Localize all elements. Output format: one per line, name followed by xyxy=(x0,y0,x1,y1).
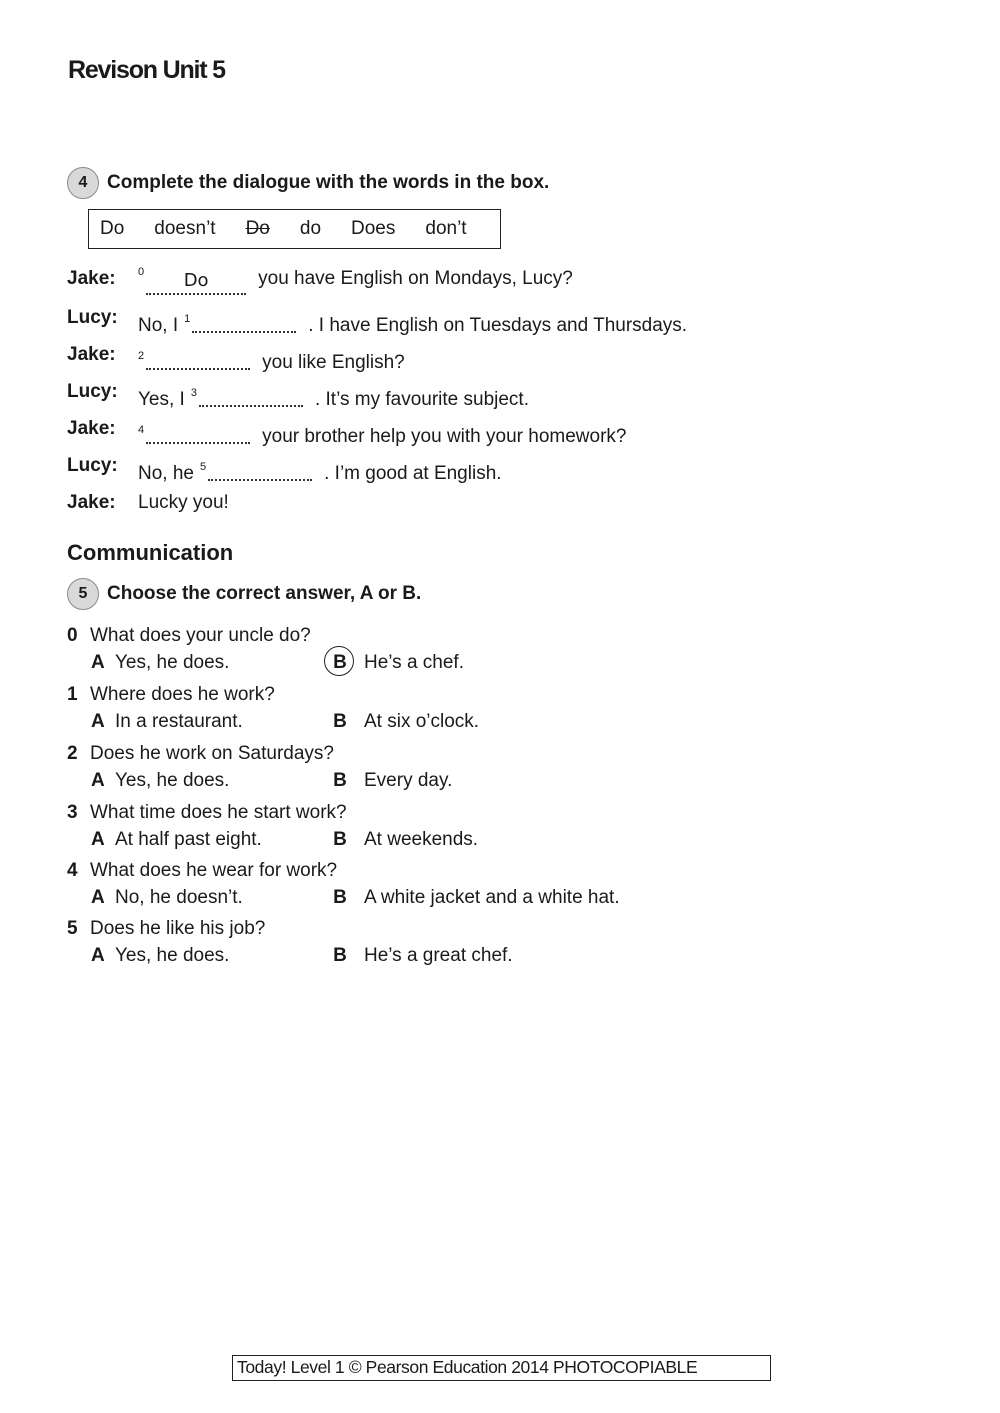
option-b-text: A white jacket and a white hat. xyxy=(364,887,620,908)
speaker-label: Lucy: xyxy=(67,307,118,328)
option-a-label[interactable]: A xyxy=(91,887,105,908)
dialogue-text: Yes, I xyxy=(138,389,185,410)
exercise-instruction: Complete the dialogue with the words in the box. xyxy=(107,172,550,193)
dialogue-text: . It’s my favourite subject. xyxy=(314,389,529,410)
option-a-text: No, he doesn’t. xyxy=(115,887,243,908)
question-text: What does your uncle do? xyxy=(90,625,311,646)
item-number: 4 xyxy=(138,424,145,436)
option-a-label[interactable]: A xyxy=(91,945,105,966)
question-text: Does he work on Saturdays? xyxy=(90,743,334,764)
question-number: 5 xyxy=(67,918,78,939)
option-b-label[interactable]: B xyxy=(333,945,347,966)
option-a-label[interactable]: A xyxy=(91,770,105,791)
dialogue-text: . I’m good at English. xyxy=(324,463,502,484)
question-number: 2 xyxy=(67,743,78,764)
option-a-text: Yes, he does. xyxy=(115,945,230,966)
word-box-item: don’t xyxy=(425,218,467,239)
option-b-text: Every day. xyxy=(364,770,453,791)
speaker-label: Lucy: xyxy=(67,381,118,402)
option-b-text: At weekends. xyxy=(364,829,479,850)
question-number: 0 xyxy=(67,625,78,646)
option-b-text: He’s a great chef. xyxy=(364,945,513,966)
speaker-label: Jake: xyxy=(67,492,116,513)
question-text: What time does he start work? xyxy=(90,802,347,823)
option-a-label[interactable]: A xyxy=(91,652,105,673)
exercise-5-header xyxy=(67,578,421,610)
dialogue-text: No, I xyxy=(138,315,179,336)
option-b-label[interactable]: B xyxy=(333,829,347,850)
word-box-item: Does xyxy=(351,218,396,239)
option-b-label[interactable]: B xyxy=(333,887,347,908)
word-box xyxy=(88,209,501,249)
answer-blank[interactable]: Do xyxy=(146,271,246,295)
dialogue-text: you have English on Mondays, Lucy? xyxy=(258,268,573,289)
copyright-footer: Today! Level 1 © Pearson Education 2014 PHOTOCOPIABLE xyxy=(232,1355,771,1381)
option-a-text: Yes, he does. xyxy=(115,652,230,673)
speaker-label: Jake: xyxy=(67,268,116,289)
section-heading: Communication xyxy=(67,540,234,565)
dialogue-text: your brother help you with your homework? xyxy=(262,426,627,447)
dialogue-text: No, he xyxy=(138,463,194,484)
answer-blank[interactable] xyxy=(199,383,303,407)
item-number: 5 xyxy=(199,461,207,473)
speaker-label: Lucy: xyxy=(67,455,118,476)
option-a-label[interactable]: A xyxy=(91,711,105,732)
answer-blank[interactable] xyxy=(208,457,312,481)
answer-blank[interactable] xyxy=(146,346,250,370)
option-b-label-selected[interactable]: B xyxy=(330,652,350,674)
option-a-text: Yes, he does. xyxy=(115,770,230,791)
option-b-text: At six o’clock. xyxy=(364,711,480,732)
exercise-number-badge: 4 xyxy=(67,167,99,199)
answer-blank[interactable] xyxy=(192,309,296,333)
word-box-item-used: Do xyxy=(245,218,270,239)
item-number: 1 xyxy=(184,313,191,325)
exercise-number-badge: 5 xyxy=(67,578,99,610)
page-title: Revison Unit 5 xyxy=(68,56,225,84)
question-text: Does he like his job? xyxy=(90,918,266,939)
dialogue-text: . I have English on Tuesdays and Thursdays. xyxy=(308,315,688,336)
item-number: 3 xyxy=(190,387,197,399)
question-text: What does he wear for work? xyxy=(90,860,338,881)
option-a-text: At half past eight. xyxy=(115,829,262,850)
question-number: 1 xyxy=(67,684,78,705)
answer-blank[interactable] xyxy=(146,420,250,444)
option-b-label[interactable]: B xyxy=(333,770,347,791)
speaker-label: Jake: xyxy=(67,418,116,439)
question-number: 3 xyxy=(67,802,78,823)
question-number: 4 xyxy=(67,860,78,881)
dialogue-text: you like English? xyxy=(262,352,405,373)
item-number: 2 xyxy=(138,350,145,362)
exercise-4-header xyxy=(67,167,549,199)
word-box-item: doesn’t xyxy=(154,218,216,239)
word-box-item: do xyxy=(299,218,322,239)
question-text: Where does he work? xyxy=(90,684,275,705)
option-a-text: In a restaurant. xyxy=(115,711,243,732)
option-a-label[interactable]: A xyxy=(91,829,105,850)
speaker-label: Jake: xyxy=(67,344,116,365)
option-b-label[interactable]: B xyxy=(333,711,347,732)
exercise-instruction: Choose the correct answer, A or B. xyxy=(107,583,422,604)
word-box-item: Do xyxy=(100,218,125,239)
dialogue-text: Lucky you! xyxy=(138,492,229,513)
option-b-text: He’s a chef. xyxy=(364,652,464,673)
item-number: 0 xyxy=(138,266,145,278)
